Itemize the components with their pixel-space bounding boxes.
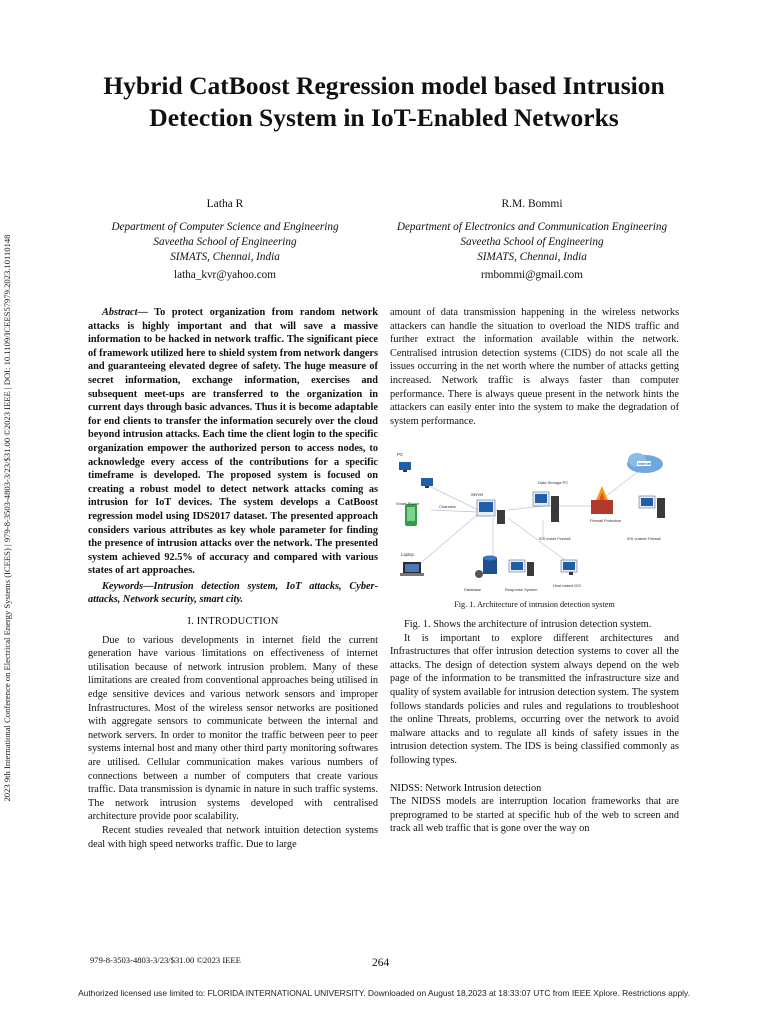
architecture-diagram	[393, 448, 678, 598]
data-storage-label: Data Storage PC	[538, 480, 569, 485]
abstract-text: — To protect organization from random network attacks is highly important and that will save a massive information to be hacked in network traffic. The significant piece of framework utilized here to shield system from network dangers and guaranteeing elevated degree of safety. The huge measure of secret information, exchange information, exercises and subsequent meet-ups are transferred to the organization in current days through basic advances. Thus it is become adaptable for end clients to transfer the information securely over the cloud beyond intrusion attacks. Each time the client login to the specific organization empower the authorized person to access nodes, to acknowledge every access of the contributions for a specific timeframe is developed. The proposed system is focused on creating a robust model to detect network attacks coming as intrusion for IoT devices. The system develops a CatBoost regression model using IDS2017 dataset. The presented approach considers various attributes as key whole parameter for finding the presence of intrusion attacks over the network. The presented system achieved 92.5% of accuracy and compared with various states of art approaches.	[88, 307, 378, 577]
right-column-bottom	[390, 618, 679, 836]
author-name: Latha R	[206, 198, 244, 210]
license-notice: Authorized licensed use limited to: FLORIDA INTERNATIONAL UNIVERSITY. Downloaded on August 18,2023 at 18:33:07 UTC from IEEE Xplore. Restrictions apply.	[78, 988, 690, 998]
author-block-1	[60, 197, 390, 283]
page-number: 264	[372, 957, 390, 969]
ids-outside-icon	[639, 496, 665, 518]
doi-sidebar	[2, 180, 14, 860]
response-system-icon	[509, 560, 534, 576]
nidss-heading: NIDSS: Network Intrusion detection	[390, 782, 542, 794]
author-school: Saveetha School of Engineering	[460, 236, 604, 248]
ids-outside-label: IDS outside Firewall	[627, 537, 661, 541]
intro-paragraph-1: Due to various developments in internet field the current generation have various limitations on effectiveness of internet utilisation because of network intrusion problem. Many of these limitations are created from conventional approaches being utilised in edge sensitive devices and various network sensors and improper Infrastructures. Most of the wireless sensor networks are positioned with aggregate sensors to communicate between the internal and network servers. In order to monitor the traffic between peer to peer systems internal host and many other third party monitoring softwares are utilised. Cellular communication makes various numbers of connections between a number of computers that create various traffic. Data transmission is dynamic in nature in such traffic systems. The network intrusion systems developed with centralised architecture provide poor scalability.	[88, 634, 378, 823]
author-dept: Department of Computer Science and Engineering	[111, 221, 339, 233]
intro-paragraph-2: Recent studies revealed that network intuition detection systems deal with high speed networks traffic. Due to large	[88, 824, 378, 850]
author-name: R.M. Bommi	[501, 198, 563, 210]
right-paragraph-2: Fig. 1. Shows the architecture of intrusion detection system.	[404, 619, 652, 630]
author-inst: SIMATS, Chennai, India	[170, 251, 280, 263]
laptop-icon	[400, 562, 424, 576]
server-label: Server	[471, 492, 484, 497]
response-system-label: Response System	[505, 587, 538, 592]
abstract	[88, 306, 378, 578]
laptop-label: Laptop	[401, 552, 414, 557]
author-block-2	[352, 197, 712, 283]
pc-icon-1	[399, 462, 411, 472]
database-icon	[475, 556, 497, 579]
host-ids-icon	[561, 560, 577, 575]
firewall-label: Firewall Protection	[590, 519, 622, 523]
internet-label: Internet	[638, 462, 651, 466]
right-paragraph-1: amount of data transmission happening in the wireless networks attackers can handle the situation to overload the NIDS traffic and further extract the information available within the network. Centralised intrusion detection systems (CIDS) do not scale all the issues occurring in the net worth where the number of attacks getting increased. Network traffic is always faster than computer performance. There is always queue present in the network hints the attackers can easily enter into the system to make the degradation of system performance.	[390, 307, 679, 427]
paper-title: Hybrid CatBoost Regression model based Intrusion Detection System in IoT-Enabled Networks	[103, 71, 665, 132]
nidss-paragraph: The NIDSS models are interruption location frameworks that are preprogramed to be started at specific hub of the web to screen and track all web traffic that is gone over the way on	[390, 796, 679, 835]
author-inst: SIMATS, Chennai, India	[477, 251, 587, 263]
author-dept: Department of Electronics and Communication Engineering	[396, 221, 668, 233]
abstract-lead: Abstract	[102, 307, 138, 318]
left-column	[88, 306, 378, 851]
section-heading-introduction: I. INTRODUCTION	[187, 616, 279, 628]
footer-copyright: 979-8-3503-4803-3/23/$31.00 ©2023 IEEE	[90, 955, 241, 965]
keywords-lead: Keywords	[102, 580, 144, 592]
sidebar-text: 2023 9th International Conference on Electrical Energy Systems (ICEES) | 979-8-3503-4803-3/23/$31.00 ©2023 IEEE | DOI: 10.1109/ICEES57979.2023.10110148	[2, 234, 12, 802]
author-email: rmbommi@gmail.com	[481, 269, 583, 281]
smartphone-icon	[405, 504, 417, 526]
firewall-icon	[591, 486, 613, 514]
author-school: Saveetha School of Engineering	[153, 236, 297, 248]
keywords-text: —Intrusion detection system, IoT attacks, Cyber-attacks, Network security, smart city.	[88, 580, 378, 606]
figure-architecture	[393, 448, 678, 598]
host-ids-label: Host based IDS	[553, 583, 582, 588]
right-paragraph-3: It is important to explore different architectures and Infrastructures that offer intrusion detection systems to cover all the attacks. The design of detection system always depend on the web page of the information to be transmitted the infrastructure size and quality of system available for intrusion detection system. The system follows standards policies and rules and regulations to troubleshoot the online Threats, problems, occurring over the network to avoid malware attacks and to regulate all kinds of safety issues in the intrusion detection system. The IDS is being classified commonly as following types.	[390, 632, 679, 766]
database-label: Database	[464, 587, 482, 592]
smartphone-label: Smart Phone	[396, 501, 420, 506]
right-column-top	[390, 306, 679, 428]
author-email: latha_kvr@yahoo.com	[174, 269, 276, 281]
pc-label: PC	[397, 452, 404, 457]
channels-label: Channels	[439, 504, 456, 509]
ids-inside-label: IDS inside Firewall	[539, 537, 571, 541]
keywords	[88, 580, 378, 607]
figure-caption: Fig. 1. Architecture of intrusion detection system	[454, 600, 615, 609]
server-icon	[477, 500, 505, 524]
pc-icon-2	[421, 478, 433, 488]
connection-lines	[415, 468, 643, 568]
